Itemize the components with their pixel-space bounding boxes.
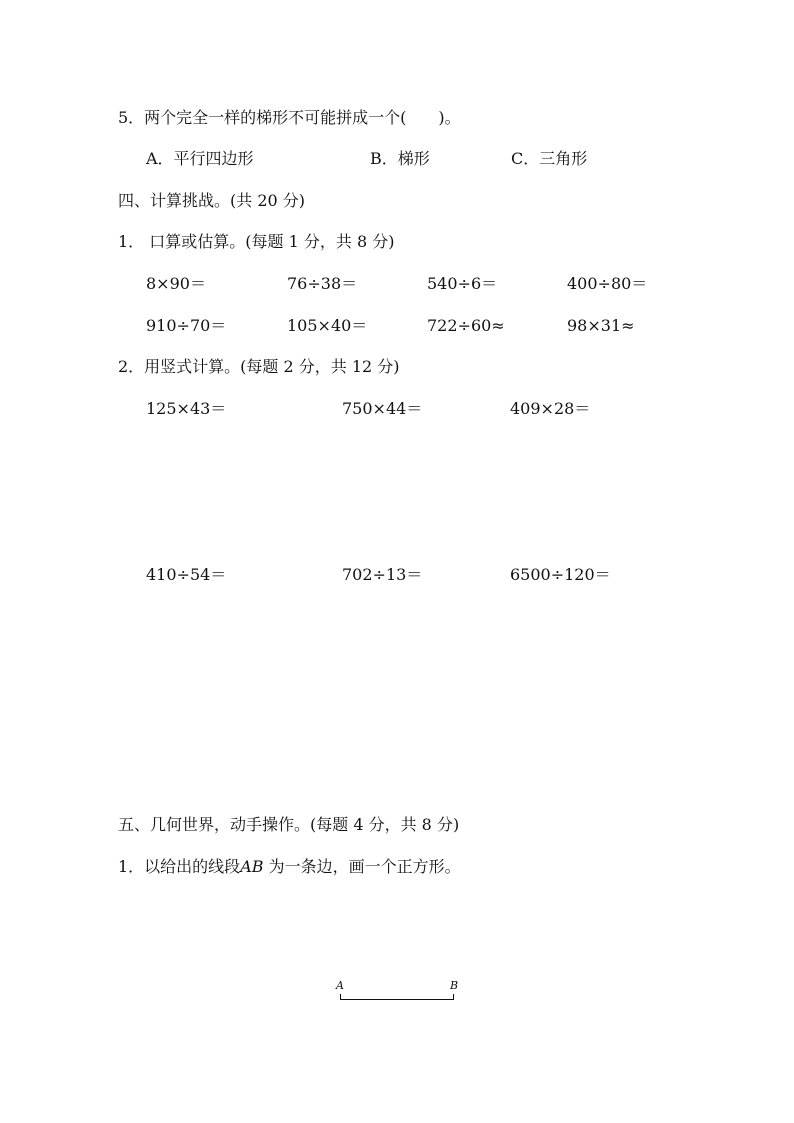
q5-option-a: A．平行四边形 — [146, 149, 254, 168]
section-5-title: 五、几何世界，动手操作。(每题 4 分，共 8 分) — [118, 815, 460, 834]
section-4-part-2-title: 2．用竖式计算。(每题 2 分，共 12 分) — [118, 357, 400, 376]
oral-calc-item: 76÷38＝ — [287, 274, 358, 293]
point-a-label: A — [336, 979, 344, 992]
oral-calc-item: 98×31≈ — [567, 316, 635, 335]
oral-calc-item: 910÷70＝ — [146, 316, 227, 335]
vertical-calc-item: 702÷13＝ — [342, 565, 423, 584]
section-4-part-1-title: 1． 口算或估算。(每题 1 分，共 8 分) — [118, 232, 395, 251]
vertical-calc-item: 410÷54＝ — [146, 565, 227, 584]
oral-calc-item: 540÷6＝ — [427, 274, 498, 293]
q5-option-b: B．梯形 — [370, 149, 430, 168]
q1-prefix: 1．以给出的线段 — [118, 857, 241, 876]
vertical-calc-item: 6500÷120＝ — [510, 565, 611, 584]
oral-calc-item: 400÷80＝ — [567, 274, 648, 293]
vertical-calc-item: 750×44＝ — [342, 399, 423, 418]
point-b-label: B — [450, 979, 459, 992]
oral-calc-item: 722÷60≈ — [427, 316, 505, 335]
section-5-question-1 — [118, 857, 461, 877]
oral-calc-item: 8×90＝ — [146, 274, 206, 293]
q1-suffix: 为一条边，画一个正方形。 — [268, 857, 461, 876]
vertical-calc-item: 125×43＝ — [146, 399, 227, 418]
q5-option-c: C．三角形 — [511, 149, 588, 168]
line-segment-ab — [340, 994, 454, 1000]
question-5-text: 5．两个完全一样的梯形不可能拼成一个( )。 — [118, 108, 461, 127]
vertical-calc-item: 409×28＝ — [510, 399, 591, 418]
segment-name: AB — [240, 857, 264, 876]
oral-calc-item: 105×40＝ — [287, 316, 368, 335]
section-4-title: 四、计算挑战。(共 20 分) — [118, 191, 306, 210]
